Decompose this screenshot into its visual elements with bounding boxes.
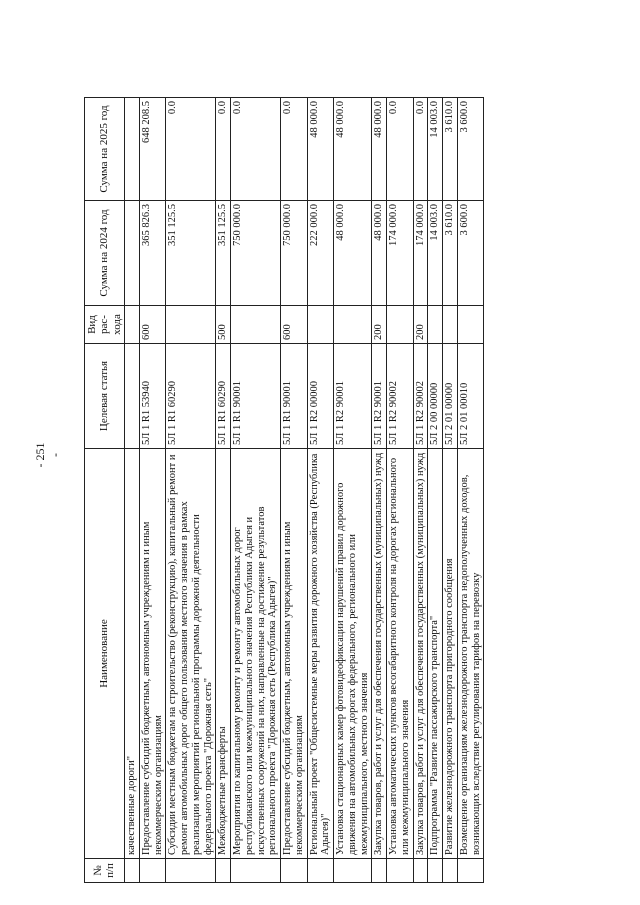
cell-vid: 500: [216, 306, 231, 344]
table-row: [413, 98, 428, 883]
cell-sum2024: 750 000.0: [281, 201, 308, 306]
cell-code: 5Л 1 R1 90001: [281, 344, 308, 449]
cell-sum2024: 48 000.0: [334, 201, 372, 306]
cell-sum2024: 365 826.3: [139, 201, 166, 306]
cell-vid: [457, 306, 484, 344]
cell-name: Закупка товаров, работ и услуг для обеспечения государственных (муниципальных) нужд: [372, 449, 387, 859]
cell-name: Возмещение организациям железнодорожного транспорта недополученных доходов, возникающих вследствие регулирования тарифов на перевозку: [457, 449, 484, 859]
cell-sum2025: 48 000.0: [334, 98, 372, 201]
cell-name: Предоставление субсидий бюджетным, автономным учреждениям и иным некоммерческим организациям: [281, 449, 308, 859]
cell-vid: [231, 306, 281, 344]
cell-num: [443, 859, 458, 883]
table-row: [216, 98, 231, 883]
cell-num: [231, 859, 281, 883]
cell-sum2025: 0.0: [413, 98, 428, 201]
cell-sum2025: 0.0: [166, 98, 216, 201]
cell-sum2025: 48 000.0: [372, 98, 387, 201]
cell-code: 5Л 1 R2 00000: [307, 344, 334, 449]
cell-code: 5Л 1 R2 90001: [334, 344, 372, 449]
table-row: [139, 98, 166, 883]
col-header-sum2025: Сумма на 2025 год: [85, 98, 125, 201]
cell-sum2025: 648 208.5: [139, 98, 166, 201]
table-row: [231, 98, 281, 883]
cell-code: 5Л 1 R2 90002: [387, 344, 414, 449]
cell-sum2025: 3 610.0: [443, 98, 458, 201]
table-row: [281, 98, 308, 883]
cell-code: 5Л 2 01 00000: [443, 344, 458, 449]
cell-sum2025: 0.0: [281, 98, 308, 201]
cell-name: Субсидии местным бюджетам на строительство (реконструкцию), капитальный ремонт и ремонт автомобильных дорог общего пользования местного значения в рамках реализации мероприятий региональной программы дорожной деятельности федерального проекта "Дорожная сеть": [166, 449, 216, 859]
cell-code: 5Л 1 R1 53940: [139, 344, 166, 449]
col-header-num: № п/п: [85, 859, 125, 883]
table-row: [166, 98, 216, 883]
cell-sum2024: 351 125.5: [216, 201, 231, 306]
col-header-name: Наименование: [85, 449, 125, 859]
cell-code: 5Л 1 R2 90002: [413, 344, 428, 449]
rotated-table-container: [84, 98, 559, 883]
cell-num: [124, 859, 139, 883]
cell-vid: 200: [372, 306, 387, 344]
cell-code: 5Л 2 00 00000: [428, 344, 443, 449]
cell-name: Установка стационарных камер фотовидеофиксации нарушений правил дорожного движения на автомобильных дорогах федерального, регионального или межмуниципального, местного значения: [334, 449, 372, 859]
cell-code: 5Л 1 R1 90001: [231, 344, 281, 449]
budget-table: [84, 97, 484, 883]
page-number: - 251 -: [33, 442, 62, 468]
cell-name: Установка автоматических пунктов весогабаритного контроля на дорогах регионального или межмуниципального значения: [387, 449, 414, 859]
cell-sum2024: 3 600.0: [457, 201, 484, 306]
cell-sum2024: 351 125.5: [166, 201, 216, 306]
cell-sum2025: 0.0: [387, 98, 414, 201]
cell-sum2024: 3 610.0: [443, 201, 458, 306]
cell-name: Развитие железнодорожного транспорта пригородного сообщения: [443, 449, 458, 859]
cell-sum2024: 174 000.0: [413, 201, 428, 306]
table-row: [443, 98, 458, 883]
cell-num: [139, 859, 166, 883]
cell-num: [372, 859, 387, 883]
cell-name: качественные дороги": [124, 449, 139, 859]
cell-sum2025: 0.0: [231, 98, 281, 201]
cell-num: [428, 859, 443, 883]
cell-num: [166, 859, 216, 883]
cell-vid: [166, 306, 216, 344]
cell-code: 5Л 2 01 00010: [457, 344, 484, 449]
cell-name: Предоставление субсидий бюджетным, автономным учреждениям и иным некоммерческим организациям: [139, 449, 166, 859]
cell-vid: [443, 306, 458, 344]
table-header-row: [85, 98, 125, 883]
table-row: [428, 98, 443, 883]
cell-name: Межбюджетные трансферты: [216, 449, 231, 859]
cell-sum2024: 14 003.0: [428, 201, 443, 306]
cell-vid: 600: [281, 306, 308, 344]
cell-vid: [334, 306, 372, 344]
cell-sum2024: 750 000.0: [231, 201, 281, 306]
table-row: [124, 98, 139, 883]
cell-num: [387, 859, 414, 883]
cell-vid: [387, 306, 414, 344]
cell-sum2025: 3 600.0: [457, 98, 484, 201]
cell-vid: 200: [413, 306, 428, 344]
cell-num: [216, 859, 231, 883]
cell-name: Мероприятия по капитальному ремонту и ремонту автомобильных дорог республиканского или межмуниципального значения Республики Адыгея и искусственных сооружений на них, направленные на достижение результатов регионального проекта "Дорожная сеть (Республика Адыгея)": [231, 449, 281, 859]
cell-num: [281, 859, 308, 883]
cell-sum2024: 222 000.0: [307, 201, 334, 306]
table-row: [457, 98, 484, 883]
table-row: [372, 98, 387, 883]
cell-sum2024: 48 000.0: [372, 201, 387, 306]
cell-sum2025: 48 000.0: [307, 98, 334, 201]
cell-vid: [307, 306, 334, 344]
cell-sum2025: [124, 98, 139, 201]
cell-num: [307, 859, 334, 883]
cell-code: 5Л 1 R2 90001: [372, 344, 387, 449]
col-header-sum2024: Сумма на 2024 год: [85, 201, 125, 306]
table-row: [387, 98, 414, 883]
cell-num: [457, 859, 484, 883]
cell-name: Региональный проект "Общесистемные меры развития дорожного хозяйства (Республика Адыгея)": [307, 449, 334, 859]
cell-num: [413, 859, 428, 883]
table-row: [334, 98, 372, 883]
cell-code: [124, 344, 139, 449]
cell-code: 5Л 1 R1 60290: [166, 344, 216, 449]
cell-sum2024: 174 000.0: [387, 201, 414, 306]
cell-name: Закупка товаров, работ и услуг для обеспечения государственных (муниципальных) нужд: [413, 449, 428, 859]
col-header-vid: Вид рас-хода: [85, 306, 125, 344]
cell-num: [334, 859, 372, 883]
table-row: [307, 98, 334, 883]
cell-vid: [124, 306, 139, 344]
cell-code: 5Л 1 R1 60290: [216, 344, 231, 449]
cell-vid: [428, 306, 443, 344]
cell-sum2024: [124, 201, 139, 306]
col-header-code: Целевая статья: [85, 344, 125, 449]
cell-vid: 600: [139, 306, 166, 344]
cell-sum2025: 14 003.0: [428, 98, 443, 201]
cell-name: Подпрограмма "Развитие пассажирского транспорта": [428, 449, 443, 859]
cell-sum2025: 0.0: [216, 98, 231, 201]
